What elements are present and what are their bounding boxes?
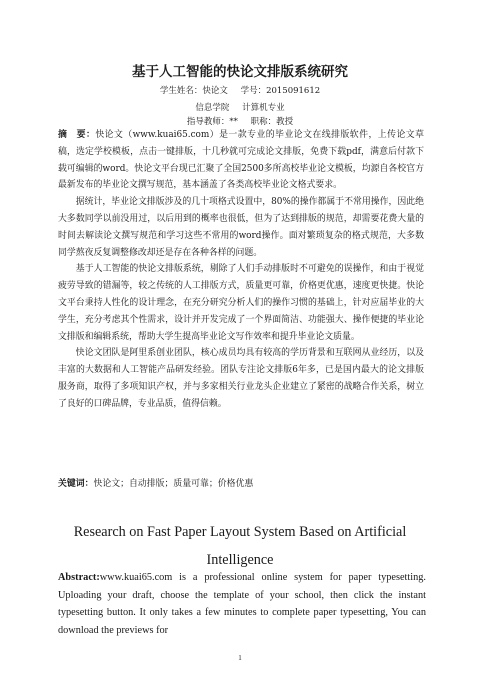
english-abstract-label: Abstract:: [58, 572, 100, 583]
advisor-line: [0, 115, 480, 127]
school-name: 信息学院: [195, 103, 230, 113]
chinese-keywords: [58, 476, 424, 493]
student-name: 学生姓名：快论文: [159, 86, 228, 96]
advisor-name: 指导教师：**: [186, 117, 238, 127]
abstract-paragraph-3: 基于人工智能的快论文排版系统，剔除了人们手动排版时不可避免的误操作，和由于视觉疲劳导致的错漏等，较之传统的人工排版方式，质量更可靠，价格更优惠，速度更快捷。快论文平台秉持人性化的设计理念，在充分研究分析人们的操作习惯的基础上，针对应届毕业的大学生，充分考虑其个性需求，设计并开发完成了一个界面简洁、功能强大、操作便捷的毕业论文排版和编辑系统，帮助大学生提高毕业论文写作效率和提升毕业论文质量。: [58, 264, 424, 342]
student-id: 学号：2015091612: [240, 86, 321, 96]
english-title-line-2: Intelligence: [206, 552, 274, 568]
english-abstract-text: www.kuai65.com is a professional online system for paper typesetting. Uploading your draft, choose the template of your school, then click the instant typesetting button. It only takes a few minutes to complete paper typesetting, You can download the previews for: [58, 572, 426, 636]
major-name: 计算机专业: [242, 103, 285, 113]
abstract-paragraph-4: 快论文团队是阿里系创业团队，核心成员均具有较高的学历背景和互联网从业经历，以及丰富的大数据和人工智能产品研发经验。团队专注论文排版6年多，已是国内最大的论文排版服务商，取得了多项知识产权，并与多家相关行业龙头企业建立了紧密的战略合作关系，树立了良好的口碑品牌，专业品质，值得信赖。: [58, 348, 424, 409]
abstract-label: 摘 要：: [58, 130, 96, 140]
english-title: [0, 518, 480, 574]
author-line: [0, 84, 480, 96]
english-title-line-1: Research on Fast Paper Layout System Based on Artificial: [73, 524, 407, 540]
keywords-label: 关键词：: [58, 479, 94, 489]
abstract-paragraph-2: 据统计，毕业论文排版涉及的几十项格式设置中，80%的操作都属于不常用操作，因此绝大多数同学以前没用过，以后用到的概率也很低，但为了达到排版的规范，却需要花费大量的时间去解读论文撰写规范和学习这些不常用的word操作。面对繁琐复杂的格式规范，大多数同学熬夜反复调整修改却还是存在各种各样的问题。: [58, 197, 424, 258]
paper-title: 基于人工智能的快论文排版系统研究: [132, 64, 348, 80]
page-number: 1: [238, 654, 242, 662]
abstract-text-1: 快论文（www.kuai65.com）是一款专业的毕业论文在线排版软件，上传论文草稿，选定学校模板，点击一键排版，十几秒就可完成论文排版，免费下载pdf，满意后付款下载可编辑的word。快论文平台现已汇聚了全国2500多所高校毕业论文模板，均源自各校官方最新发布的毕业论文撰写规范，基本涵盖了各类高校毕业论文格式要求。: [58, 130, 425, 191]
department-line: [0, 101, 480, 113]
english-abstract: [58, 569, 426, 639]
abstract-paragraph-1: [58, 127, 424, 194]
advisor-rank: 职称：教授: [250, 117, 294, 127]
chinese-abstract: [58, 127, 424, 413]
keywords-text: 快论文；自动排版；质量可靠；价格优惠: [93, 479, 254, 489]
